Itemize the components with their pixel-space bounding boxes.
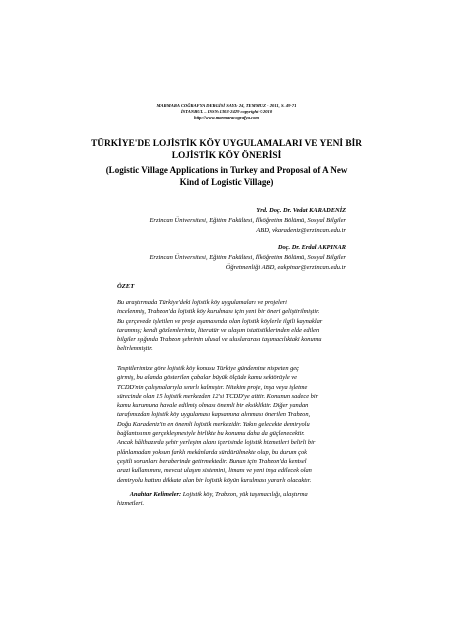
abstract-p2-line: arazi kullanımını, mevcut ulaşım sistemini, limanı ve yeni inşa edilecek olan — [117, 467, 312, 475]
journal-info-line-1: MARMARA COĞRAFYA DERGİSİ SAYI: 24, TEMMUZ - 2011, S. 49-71 — [156, 103, 297, 108]
abstract-p2-line: plânlamadan yoksun farklı mekânlarda sürdürülmekte olup, bu durum çok — [117, 448, 307, 456]
abstract-p2-line: sürecinde olan 15 lojistik merkezden 12'si TCDD'ye aittir. Konunun sadece bir — [117, 392, 319, 400]
author-1-affiliation-line-2: ABD, vkaradeniz@erzincan.edu.tr — [256, 227, 346, 234]
author-2-name: Doç. Dr. Erdal AKPINAR — [277, 244, 346, 251]
author-2-affiliation-line-1: Erzincan Üniversitesi, Eğitim Fakültesi, İlköğretim Bölümü, Sosyal Bilgiler — [149, 254, 346, 261]
abstract-p2-line: tarafımızdan lojistik köy uygulaması kapsamına alınması önerilen Trabzon, — [117, 411, 311, 419]
abstract-p1-line: taranmış; kendi gözlemlerimiz, literatür ve ulaşım istatistiklerinden elde edilen — [117, 326, 320, 334]
journal-info-line-2: İSTANBUL – ISSN:1303-2429 copyright ©2010 — [180, 109, 273, 114]
abstract-p1-line: Bu araştırmada Türkiye'deki lojistik köy uygulamaları ve projeleri — [117, 299, 287, 306]
journal-url: http://www.marmaracografya.com — [194, 115, 259, 120]
abstract-p2-line: girmiş, bu alanda gösterilen çabalar büyük ölçüde kamu sektörüyle ve — [117, 374, 297, 382]
abstract-p2-line: Ancak hâlihazırda şehir yerleşim alanı içerisinde lojistik hizmetleri belirli bir — [117, 439, 316, 447]
abstract-paragraph-2 — [117, 364, 349, 485]
author-2-affiliation-line-2: Öğretmenliği ABD, eakpinar@erzincan.edu.tr — [225, 264, 346, 271]
abstract-p1-line: belirlenmiştir. — [117, 345, 153, 353]
abstract-p1-line: bilgiler ışığında Trabzon şehrinin ulusal ve uluslararası taşımacılıktaki konumu — [117, 336, 322, 344]
abstract-p2-line: Doğu Karadeniz'in en önemli lojistik merkezidir. Yakın gelecekte demiryolu — [117, 420, 310, 428]
abstract-paragraph-1 — [117, 298, 349, 354]
keywords-text: Lojistik köy, Trabzon, yük taşımacılığı, ulaştırma — [181, 491, 308, 498]
title-turkish-line-1: TÜRKİYE'DE LOJİSTİK KÖY UYGULAMALARI VE YENİ BİR — [90, 139, 363, 149]
abstract-p2-line: Tespitlerimize göre lojistik köy konusu Türkiye gündemine nispeten geç — [117, 365, 299, 372]
title-english-line-2: Kind of Logistic Village) — [179, 177, 274, 187]
abstract-p1-line: incelenmiş, Trabzon'da lojistik köy kurulması için yeni bir öneri geliştirilmiştir. — [117, 308, 320, 316]
abstract-p2-line: bağlantısının gerçekleşmesiyle birlikte bu konumu daha da güçlenecektir. — [117, 430, 305, 438]
abstract-p2-line: kamu kurumuna havale edilmiş olması önemli bir eksikliktir. Diğer yandan — [117, 402, 309, 410]
abstract-p2-line: çeşitli sorunları beraberinde getirmektedir. Bunun için Trabzon'da kentsel — [117, 457, 307, 465]
author-1-affiliation-line-1: Erzincan Üniversitesi, Eğitim Fakültesi, İlköğretim Bölümü, Sosyal Bilgiler — [149, 217, 346, 224]
keywords-label: Anahtar Kelimeler: — [129, 491, 182, 498]
keywords — [117, 490, 349, 509]
abstract-p1-line: Bu çerçevede işletilen ve proje aşamasında olan lojistik köylerle ilgili kaynaklar — [117, 317, 323, 325]
abstract-p2-line: TCDD'nin çalışmalarıyla sınırlı kalmıştır. Nitekim proje, inşa veya işletme — [117, 383, 308, 391]
keywords-line-2: hizmetleri. — [117, 500, 145, 508]
title-turkish-line-2: LOJİSTİK KÖY ÖNERİSİ — [171, 151, 282, 161]
title-english-line-1: (Logistic Village Applications in Turkey and Proposal of A New — [105, 165, 348, 175]
keywords-line-1 — [117, 490, 349, 499]
abstract-p2-line: demiryolu hattını dikkate alan bir lojistik köyün kurulması yararlı olacaktır. — [117, 476, 312, 484]
abstract-heading: ÖZET — [117, 283, 135, 290]
author-1-name: Yrd. Doç. Dr. Vedat KARADENİZ — [256, 207, 346, 214]
